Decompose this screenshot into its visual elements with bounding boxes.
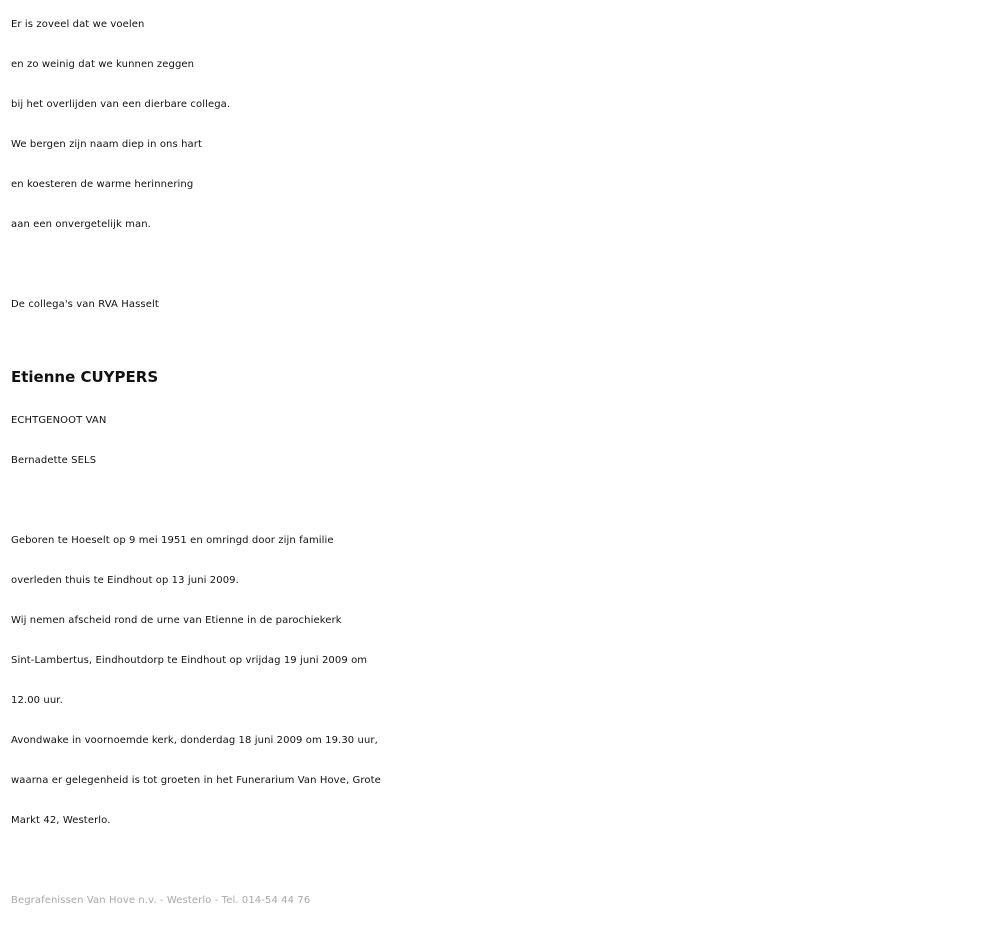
details-line: Sint-Lambertus, Eindhoutdorp te Eindhout op vrijdag 19 juni 2009 om — [11, 655, 368, 666]
poem-line: aan een onvergetelijk man. — [11, 219, 151, 230]
poem-line: bij het overlijden van een dierbare collega. — [11, 99, 231, 110]
details-line: Geboren te Hoeselt op 9 mei 1951 en omringd door zijn familie — [11, 535, 334, 546]
deceased-name: Etienne CUYPERS — [11, 368, 159, 386]
poem-line: We bergen zijn naam diep in ons hart — [11, 139, 202, 150]
spouse-name: Bernadette SELS — [11, 455, 97, 466]
details-line: overleden thuis te Eindhout op 13 juni 2009. — [11, 575, 239, 586]
poem-line: en zo weinig dat we kunnen zeggen — [11, 59, 195, 70]
details-line: 12.00 uur. — [11, 695, 63, 706]
poem-line: en koesteren de warme herinnering — [11, 179, 194, 190]
obituary-document — [11, 5, 991, 921]
poem — [11, 5, 991, 245]
details-line: Wij nemen afscheid rond de urne van Etienne in de parochiekerk — [11, 615, 342, 626]
relation-label: ECHTGENOOT VAN — [11, 415, 107, 426]
spacer — [11, 481, 991, 521]
funeral-home-footer: Begrafenissen Van Hove n.v. - Westerlo - Tel. 014-54 44 76 — [11, 895, 311, 906]
details-line: Avondwake in voornoemde kerk, donderdag 18 juni 2009 om 19.30 uur, — [11, 735, 378, 746]
poem-line: Er is zoveel dat we voelen — [11, 19, 145, 30]
signature: De collega's van RVA Hasselt — [11, 299, 159, 310]
spacer — [11, 245, 991, 285]
details-line: Markt 42, Westerlo. — [11, 815, 111, 826]
spacer — [11, 325, 991, 349]
funeral-details — [11, 521, 991, 841]
spacer — [11, 841, 991, 881]
details-line: waarna er gelegenheid is tot groeten in het Funerarium Van Hove, Grote — [11, 775, 381, 786]
